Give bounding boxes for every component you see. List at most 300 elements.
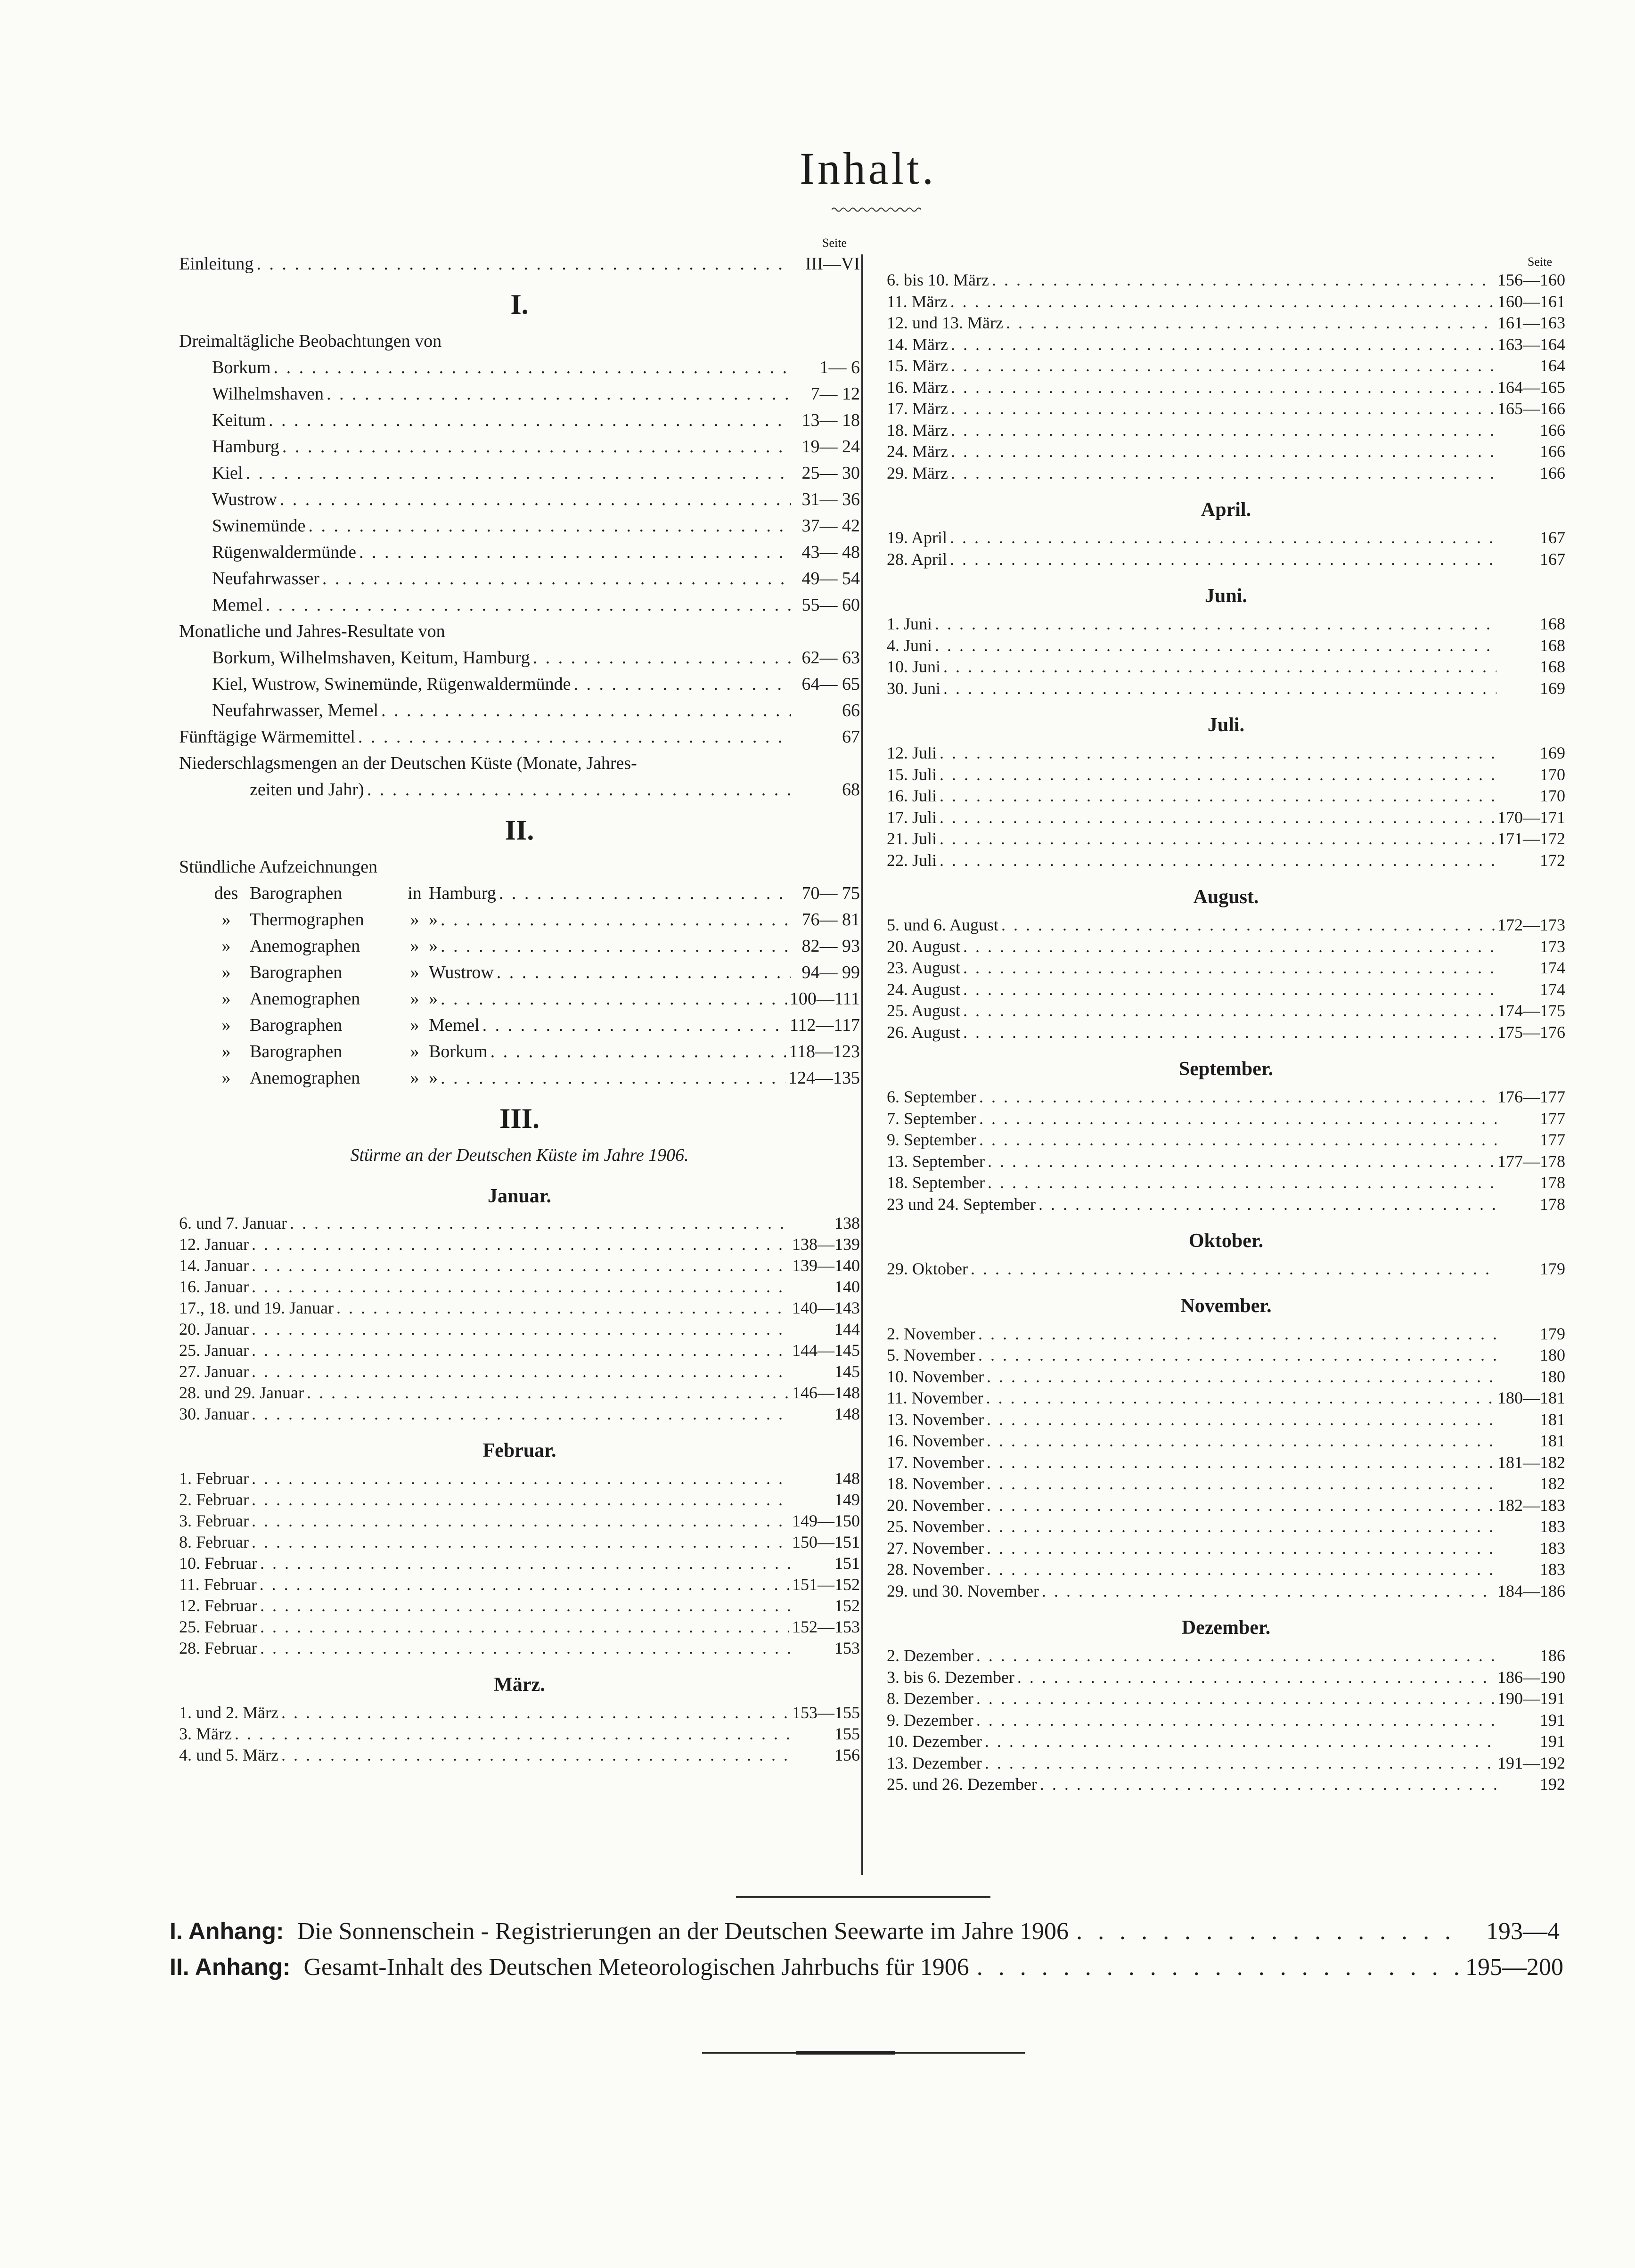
toc-entry[interactable] (887, 613, 1565, 635)
month-heading: März. (494, 1674, 545, 1696)
section-heading: Dreimaltägliche Beobachtungen von (179, 331, 442, 351)
entry-label: 29. März (887, 463, 948, 482)
entry-label: 24. März (887, 442, 948, 461)
entry-label-part: » (221, 1015, 231, 1035)
entry-label: 10. November (887, 1367, 984, 1386)
toc-entry[interactable] (887, 1387, 1565, 1409)
toc-entry[interactable] (887, 1258, 1565, 1280)
entry-page: 146—148 (792, 1383, 860, 1402)
entry-page: 153 (834, 1639, 860, 1657)
toc-entry[interactable] (887, 1409, 1565, 1431)
entry-label: 23. August (887, 958, 961, 977)
entry-page: 167 (1540, 549, 1565, 569)
toc-entry[interactable] (887, 1000, 1565, 1022)
entry-page: 144 (834, 1320, 860, 1338)
bottom-rule-accent (796, 2051, 895, 2055)
entry-page: 155 (834, 1724, 860, 1743)
toc-entry[interactable] (179, 1234, 860, 1255)
entry-label: 27. November (887, 1538, 984, 1558)
toc-entry[interactable] (887, 1194, 1565, 1216)
entry-label (179, 906, 438, 933)
entry-page: 145 (834, 1362, 860, 1381)
entry-label: 14. März (887, 334, 948, 354)
toc-entry[interactable] (887, 764, 1565, 786)
entry-label: 8. Februar (179, 1533, 249, 1551)
toc-entry[interactable] (887, 1516, 1565, 1538)
entry-label-part: Barographen (250, 1015, 343, 1035)
toc-entry[interactable] (179, 1532, 860, 1553)
month-heading: September. (1178, 1058, 1274, 1080)
entry-page: 191 (1540, 1710, 1565, 1730)
entry-page: 177 (1540, 1109, 1565, 1128)
toc-entry[interactable] (179, 880, 860, 906)
seite-label: Seite (822, 236, 847, 250)
toc-entry[interactable] (179, 1489, 860, 1510)
toc-entry[interactable] (887, 1172, 1565, 1194)
entry-label: Memel (212, 595, 263, 615)
entry-page: 174—175 (1497, 1001, 1565, 1020)
entry-label (179, 1065, 438, 1091)
entry-label-part: » (410, 1042, 419, 1061)
entry-label-line: Niederschlagsmengen an der Deutschen Küste (Monate, Jahres- (179, 753, 637, 773)
entry-page: 164 (1540, 356, 1565, 375)
toc-entry[interactable] (887, 957, 1565, 979)
toc-entry[interactable] (179, 433, 860, 460)
toc-entry[interactable] (179, 1510, 860, 1532)
toc-entry[interactable] (179, 565, 860, 592)
entry-page: 43— 48 (801, 542, 860, 562)
entry-page: 179 (1540, 1324, 1565, 1343)
anhang-tag: II. Anhang: (170, 1954, 291, 1980)
entry-label-part: Memel (429, 1015, 480, 1035)
anhang-page: 193—4 (1486, 1918, 1560, 1945)
toc-entry[interactable] (179, 381, 860, 407)
entry-label: Swinemünde (212, 516, 306, 536)
entry-page: 170 (1540, 765, 1565, 784)
entry-page: 171—172 (1497, 829, 1565, 848)
entry-page: 177—178 (1497, 1151, 1565, 1171)
toc-entry[interactable] (179, 354, 860, 381)
entry-page: 181 (1540, 1410, 1565, 1429)
entry-page: 13— 18 (801, 410, 860, 430)
entry-page: 66 (842, 701, 860, 720)
entry-page: 124—135 (788, 1068, 860, 1088)
toc-entry[interactable] (179, 1276, 860, 1297)
toc-entry[interactable] (179, 724, 860, 750)
anhang-entry[interactable] (170, 1917, 1560, 1945)
entry-label: 6. und 7. Januar (179, 1214, 287, 1232)
toc-entry[interactable] (179, 1297, 860, 1319)
anhang-text: Gesamt-Inhalt des Deutschen Meteorologischen Jahrbuchs für 1906 (303, 1954, 969, 1981)
entry-label-part: in (408, 883, 422, 903)
entry-label: 17., 18. und 19. Januar (179, 1298, 334, 1317)
toc-entry[interactable] (179, 1745, 860, 1766)
toc-entry[interactable] (179, 671, 860, 697)
entry-label: 2. November (887, 1324, 975, 1343)
toc-entry[interactable] (887, 1022, 1565, 1044)
toc-entry[interactable] (887, 355, 1565, 377)
entry-page: 138—139 (792, 1235, 860, 1254)
toc-entry[interactable] (179, 1468, 860, 1489)
entry-label: Keitum (212, 410, 266, 430)
column-divider (861, 254, 863, 1875)
entry-page: 192 (1540, 1775, 1565, 1794)
toc-entry[interactable] (887, 1559, 1565, 1581)
section-numeral: II. (505, 815, 534, 846)
entry-page: 172 (1540, 850, 1565, 870)
entry-page: 37— 42 (801, 516, 860, 536)
entry-page: 174 (1540, 979, 1565, 999)
entry-label: 16. Juli (887, 786, 937, 805)
entry-label: 3. Februar (179, 1511, 249, 1530)
toc-entry[interactable] (179, 1012, 860, 1038)
entry-label: 3. März (179, 1724, 232, 1743)
toc-entry[interactable] (887, 1473, 1565, 1495)
toc-entry[interactable] (887, 1688, 1565, 1710)
entry-label: 25. Februar (179, 1617, 257, 1636)
entry-page: 153—155 (792, 1703, 860, 1722)
entry-page: 183 (1540, 1517, 1565, 1536)
entry-label (179, 959, 494, 986)
toc-entry[interactable] (887, 979, 1565, 1001)
entry-page: 148 (834, 1469, 860, 1488)
entry-label (179, 1038, 488, 1065)
entry-page: 76— 81 (801, 910, 860, 930)
entry-label-part: » (429, 989, 438, 1009)
entry-page: 166 (1540, 442, 1565, 461)
entry-page: 191—192 (1497, 1753, 1565, 1772)
toc-entry[interactable] (887, 1581, 1565, 1602)
entry-label: Neufahrwasser (212, 569, 319, 588)
entry-label: Borkum (212, 358, 271, 377)
toc-entry[interactable] (887, 1345, 1565, 1366)
entry-label: 25. und 26. Dezember (887, 1775, 1037, 1794)
toc-entry[interactable] (887, 828, 1565, 850)
entry-page: 144—145 (792, 1341, 860, 1360)
toc-entry[interactable] (887, 269, 1565, 291)
entry-page: 148 (834, 1404, 860, 1423)
anhang-text: Die Sonnenschein - Registrierungen an der Deutschen Seewarte im Jahre 1906 (297, 1918, 1069, 1945)
anhang-tag: I. Anhang: (170, 1918, 284, 1944)
entry-page: 181 (1540, 1431, 1565, 1450)
entry-label: Wustrow (212, 489, 277, 509)
toc-entry[interactable] (887, 656, 1565, 678)
toc-entry[interactable] (179, 1638, 860, 1659)
entry-label-part: » (410, 963, 419, 982)
entry-page: 168 (1540, 657, 1565, 676)
toc-entry[interactable] (179, 251, 860, 277)
entry-label-part: Anemographen (250, 989, 360, 1009)
entry-page: 156 (834, 1746, 860, 1764)
entry-label: 9. Dezember (887, 1710, 973, 1730)
toc-entry[interactable] (887, 1774, 1565, 1795)
entry-label: 19. April (887, 528, 948, 547)
toc-entry[interactable] (887, 1731, 1565, 1753)
toc-entry[interactable] (179, 1065, 860, 1091)
entry-label-part: » (221, 1042, 231, 1061)
entry-label: 13. Dezember (887, 1753, 982, 1772)
toc-entry[interactable] (887, 1129, 1565, 1151)
toc-entry[interactable] (887, 291, 1565, 313)
entry-page: 174 (1540, 958, 1565, 977)
entry-page: 62— 63 (801, 648, 860, 668)
toc-entry[interactable] (887, 1086, 1565, 1108)
toc-entry[interactable] (887, 441, 1565, 463)
entry-page: 169 (1540, 743, 1565, 762)
entry-label: 5. und 6. August (887, 915, 999, 934)
entry-label: Neufahrwasser, Memel (212, 701, 379, 720)
section-numeral: I. (510, 289, 529, 320)
toc-entry[interactable] (179, 959, 860, 986)
entry-label: 10. Dezember (887, 1732, 982, 1751)
toc-entry[interactable] (179, 513, 860, 539)
entry-page: 168 (1540, 614, 1565, 633)
toc-entry[interactable] (179, 486, 860, 513)
toc-entry[interactable] (887, 398, 1565, 420)
entry-label-part: » (410, 1015, 419, 1035)
entry-label (179, 986, 438, 1012)
entry-page: 160—161 (1497, 292, 1565, 311)
toc-entry[interactable] (179, 1403, 860, 1425)
entry-label: 29. Oktober (887, 1259, 968, 1278)
entry-label: Wilhelmshaven (212, 384, 324, 404)
entry-page: 152—153 (792, 1617, 860, 1636)
entry-page: 67 (842, 727, 860, 747)
entry-label-part: Anemographen (250, 936, 360, 956)
toc-entry[interactable] (179, 592, 860, 618)
entry-label: Hamburg (212, 437, 279, 457)
toc-entry[interactable] (887, 1538, 1565, 1559)
toc-entry[interactable] (179, 407, 860, 433)
entry-label: 11. März (887, 292, 948, 311)
entry-label-part: Anemographen (250, 1068, 360, 1088)
toc-entry[interactable] (179, 1382, 860, 1403)
entry-label: 13. September (887, 1151, 985, 1171)
entry-page: 31— 36 (801, 489, 860, 509)
toc-entry[interactable] (887, 807, 1565, 829)
left-column (179, 236, 860, 1766)
toc-entry[interactable] (887, 549, 1565, 571)
toc-entry[interactable] (179, 645, 860, 671)
entry-label: 10. Februar (179, 1554, 257, 1573)
entry-label: 15. Juli (887, 765, 937, 784)
entry-label: 16. März (887, 377, 948, 397)
entry-label: Kiel, Wustrow, Swinemünde, Rügenwaldermünde (212, 674, 571, 694)
section-heading: Monatliche und Jahres-Resultate von (179, 621, 445, 641)
entry-page: 178 (1540, 1173, 1565, 1192)
entry-page: 151—152 (792, 1575, 860, 1594)
entry-label: 15. März (887, 356, 948, 375)
entry-label: 12. Januar (179, 1235, 249, 1254)
entry-label-part: » (221, 963, 231, 982)
toc-entry[interactable] (887, 1151, 1565, 1173)
toc-entry[interactable] (887, 742, 1565, 764)
section-subtitle: Stürme an der Deutschen Küste im Jahre 1906. (350, 1145, 689, 1165)
toc-entry[interactable] (887, 1323, 1565, 1345)
toc-entry[interactable] (887, 1710, 1565, 1731)
entry-page: 166 (1540, 420, 1565, 440)
entry-label-part: » (410, 910, 419, 930)
toc-entry[interactable] (887, 1645, 1565, 1667)
toc-entry[interactable] (887, 463, 1565, 484)
anhang-entry[interactable] (170, 1953, 1563, 1981)
entry-label: Rügenwaldermünde (212, 542, 357, 562)
toc-entry[interactable] (179, 460, 860, 486)
toc-entry[interactable] (179, 539, 860, 565)
entry-page: 178 (1540, 1194, 1565, 1214)
seite-label: Seite (1528, 255, 1552, 269)
toc-entry[interactable] (179, 986, 860, 1012)
toc-entry[interactable] (179, 697, 860, 724)
toc-entry[interactable] (887, 527, 1565, 549)
toc-entry[interactable] (179, 906, 860, 933)
entry-page: 179 (1540, 1259, 1565, 1278)
entry-label: 17. Juli (887, 808, 937, 827)
toc-entry[interactable] (179, 1595, 860, 1616)
entry-label: 6. bis 10. März (887, 270, 989, 289)
toc-entry[interactable] (887, 635, 1565, 657)
entry-label: 11. November (887, 1388, 983, 1407)
entry-page: 163—164 (1497, 334, 1565, 354)
entry-label-part: » (221, 910, 231, 930)
toc-entry[interactable] (179, 1702, 860, 1723)
entry-label-part: » (410, 936, 419, 956)
month-heading: Oktober. (1188, 1230, 1264, 1252)
toc-entry[interactable] (887, 334, 1565, 356)
entry-page: 176—177 (1497, 1087, 1565, 1106)
entry-page: 149—150 (792, 1511, 860, 1530)
toc-entry[interactable] (887, 1753, 1565, 1774)
entry-label-part: Thermographen (250, 910, 364, 930)
toc-entry[interactable] (179, 1553, 860, 1574)
entry-label: 28. und 29. Januar (179, 1383, 304, 1402)
toc-entry[interactable] (179, 1255, 860, 1276)
entry-label-part: Hamburg (429, 883, 496, 903)
entry-page: 167 (1540, 528, 1565, 547)
anhang-page: 195—200 (1465, 1954, 1563, 1981)
toc-entry[interactable] (887, 377, 1565, 399)
entry-page: 94— 99 (801, 963, 860, 982)
entry-page: 70— 75 (801, 883, 860, 903)
entry-label: 25. November (887, 1517, 984, 1536)
entry-label: 2. Dezember (887, 1646, 973, 1665)
entry-label: 20. Januar (179, 1320, 249, 1338)
month-heading: Dezember. (1181, 1617, 1271, 1639)
toc-entry[interactable] (887, 420, 1565, 441)
entry-page: 25— 30 (801, 463, 860, 483)
toc-entry[interactable] (887, 312, 1565, 334)
entry-page: 7— 12 (810, 384, 860, 404)
toc-entry[interactable] (887, 785, 1565, 807)
entry-label-part: » (410, 989, 419, 1009)
entry-page: 161—163 (1497, 313, 1565, 332)
entry-label: 10. Juni (887, 657, 941, 676)
entry-label-part: Wustrow (429, 963, 494, 982)
entry-page: 186 (1540, 1646, 1565, 1665)
toc-entry[interactable] (887, 914, 1565, 936)
entry-page: 180 (1540, 1367, 1565, 1386)
entry-label: 30. Juni (887, 678, 941, 698)
entry-page: 151 (834, 1554, 860, 1573)
toc-entry[interactable] (887, 936, 1565, 958)
toc-entry[interactable] (179, 1038, 860, 1065)
section-heading: Stündliche Aufzeichnungen (179, 857, 378, 877)
entry-page: 112—117 (789, 1015, 860, 1035)
entry-label-part: Barographen (250, 883, 343, 903)
entry-label: 20. August (887, 937, 961, 956)
toc-entry[interactable] (887, 850, 1565, 872)
entry-page: 166 (1540, 463, 1565, 482)
entry-label (179, 933, 438, 959)
month-heading: November. (1180, 1295, 1272, 1317)
entry-label: 12. Februar (179, 1596, 257, 1615)
toc-entry[interactable] (179, 1723, 860, 1745)
toc-entry[interactable] (179, 1574, 860, 1595)
entry-page: 140 (834, 1277, 860, 1296)
toc-entry[interactable] (887, 1366, 1565, 1388)
entry-page: III—VI (805, 254, 860, 274)
entry-label: 17. März (887, 399, 948, 418)
entry-label: 18. September (887, 1173, 985, 1192)
entry-label: 1. und 2. März (179, 1703, 278, 1722)
entry-page: 180 (1540, 1346, 1565, 1364)
entry-page: 170 (1540, 786, 1565, 805)
entry-label: zeiten und Jahr) (250, 780, 364, 800)
entry-page: 191 (1540, 1732, 1565, 1751)
entry-label: 12. Juli (887, 743, 937, 762)
entry-label: 30. Januar (179, 1404, 249, 1423)
entry-page: 184—186 (1497, 1581, 1565, 1600)
entry-label-part: des (214, 883, 238, 903)
entry-label: 29. und 30. November (887, 1581, 1039, 1600)
toc-entry[interactable] (179, 776, 860, 803)
entry-page: 169 (1540, 678, 1565, 698)
toc-entry[interactable] (179, 1340, 860, 1361)
toc-entry[interactable] (887, 678, 1565, 700)
toc-entry[interactable] (179, 1319, 860, 1340)
entry-label: 16. Januar (179, 1277, 249, 1296)
entry-page: 68 (842, 780, 860, 800)
entry-label: 3. bis 6. Dezember (887, 1667, 1014, 1687)
entry-label: 6. September (887, 1087, 976, 1106)
toc-entry[interactable] (887, 1452, 1565, 1474)
entry-page: 172—173 (1497, 915, 1565, 934)
section-numeral: III. (499, 1103, 540, 1134)
entry-label-part: » (410, 1068, 419, 1088)
entry-label: Borkum, Wilhelmshaven, Keitum, Hamburg (212, 648, 530, 668)
entry-label-part: » (221, 936, 231, 956)
toc-entry[interactable] (887, 1430, 1565, 1452)
entry-page: 170—171 (1497, 808, 1565, 827)
entry-label: 18. November (887, 1474, 984, 1493)
entry-label: 23 und 24. September (887, 1194, 1036, 1214)
toc-entry[interactable] (179, 933, 860, 959)
entry-page: 138 (834, 1214, 860, 1232)
toc-entry[interactable] (887, 1495, 1565, 1517)
entry-label-part: » (221, 1068, 231, 1088)
toc-entry[interactable] (179, 1616, 860, 1638)
title-ornament (832, 206, 921, 213)
entry-page: 180—181 (1497, 1388, 1565, 1407)
toc-entry[interactable] (887, 1667, 1565, 1689)
entry-label-part: » (429, 1068, 438, 1088)
toc-entry[interactable] (179, 1213, 860, 1234)
toc-entry[interactable] (887, 1108, 1565, 1130)
toc-entry[interactable] (179, 1361, 860, 1382)
entry-label: 8. Dezember (887, 1689, 973, 1708)
entry-label: 2. Februar (179, 1490, 249, 1509)
entry-label (179, 1012, 480, 1038)
